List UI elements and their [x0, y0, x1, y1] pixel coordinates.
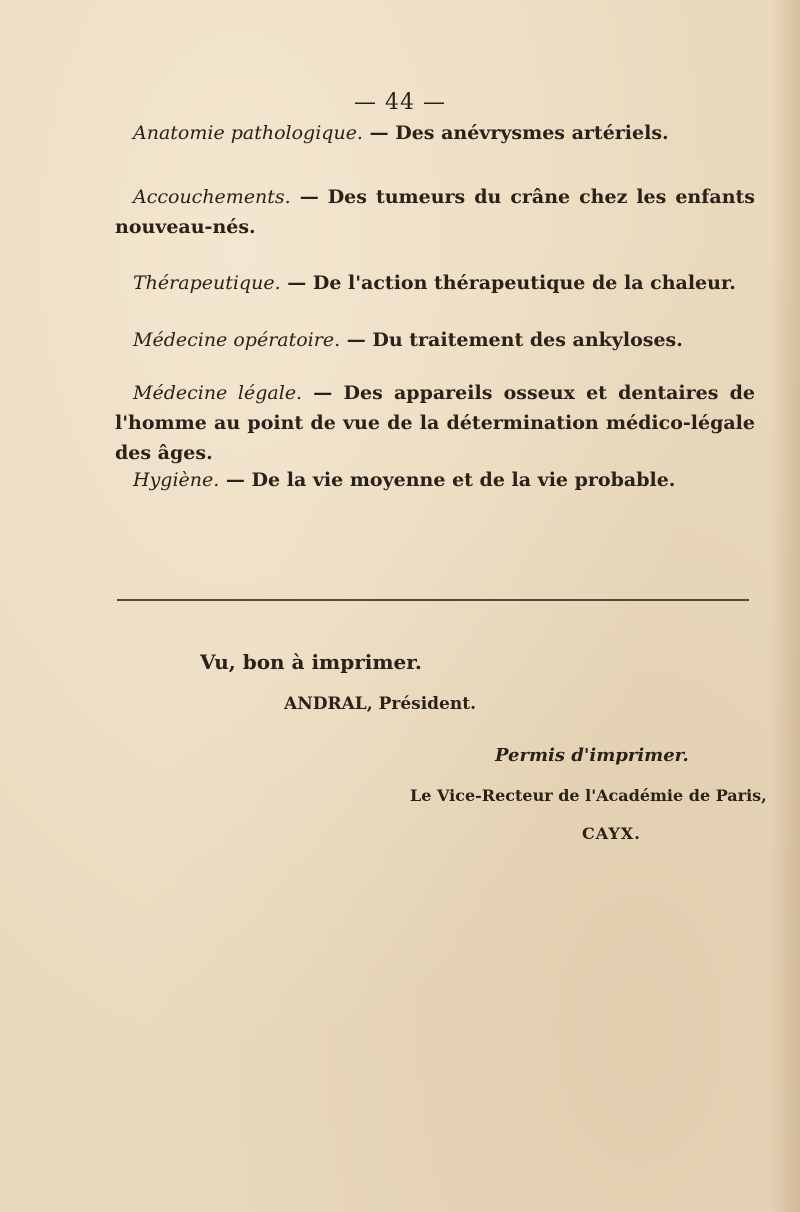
page-number: — 44 — [354, 90, 446, 115]
entry-topic: — Du traitement des ankyloses. [340, 329, 683, 351]
entry-subject: Hygiène. [133, 469, 220, 491]
entry-subject: Accouchements. [133, 186, 291, 208]
entry-topic: — Des anévrysmes artériels. [362, 122, 669, 144]
entry-medecine-legale [115, 378, 755, 468]
entry-topic: — De la vie moyenne et de la vie probable. [219, 469, 676, 491]
permission-signatory-title: Le Vice-Recteur de l'Académie de Paris, [410, 786, 767, 805]
entry-medecine-operatoire [115, 325, 755, 355]
horizontal-rule [117, 599, 749, 601]
entry-accouchements [115, 182, 755, 242]
entry-subject: Médecine opératoire. [133, 329, 341, 351]
entry-topic: — De l'action thérapeutique de la chaleur. [280, 272, 736, 294]
page-edge-shadow [770, 0, 800, 1212]
entry-subject: Anatomie pathologique. [133, 122, 363, 144]
permission-note: Permis d'imprimer. [495, 745, 689, 766]
entry-topic: — Des appareils osseux et dentaires de l'homme au point de vue de la détermination médico-légale des âges. [115, 382, 756, 464]
entry-therapeutique [115, 268, 755, 298]
entry-subject: Médecine légale. [133, 382, 303, 404]
entry-hygiene [115, 465, 755, 495]
entry-anatomie [115, 118, 755, 148]
approval-note: Vu, bon à imprimer. [200, 650, 422, 674]
approval-signatory: ANDRAL, Président. [284, 694, 476, 714]
entry-topic: — Des tumeurs du crâne chez les enfants nouveau-nés. [115, 186, 755, 238]
entry-subject: Thérapeutique. [133, 272, 281, 294]
permission-signature: CAYX. [582, 824, 641, 843]
